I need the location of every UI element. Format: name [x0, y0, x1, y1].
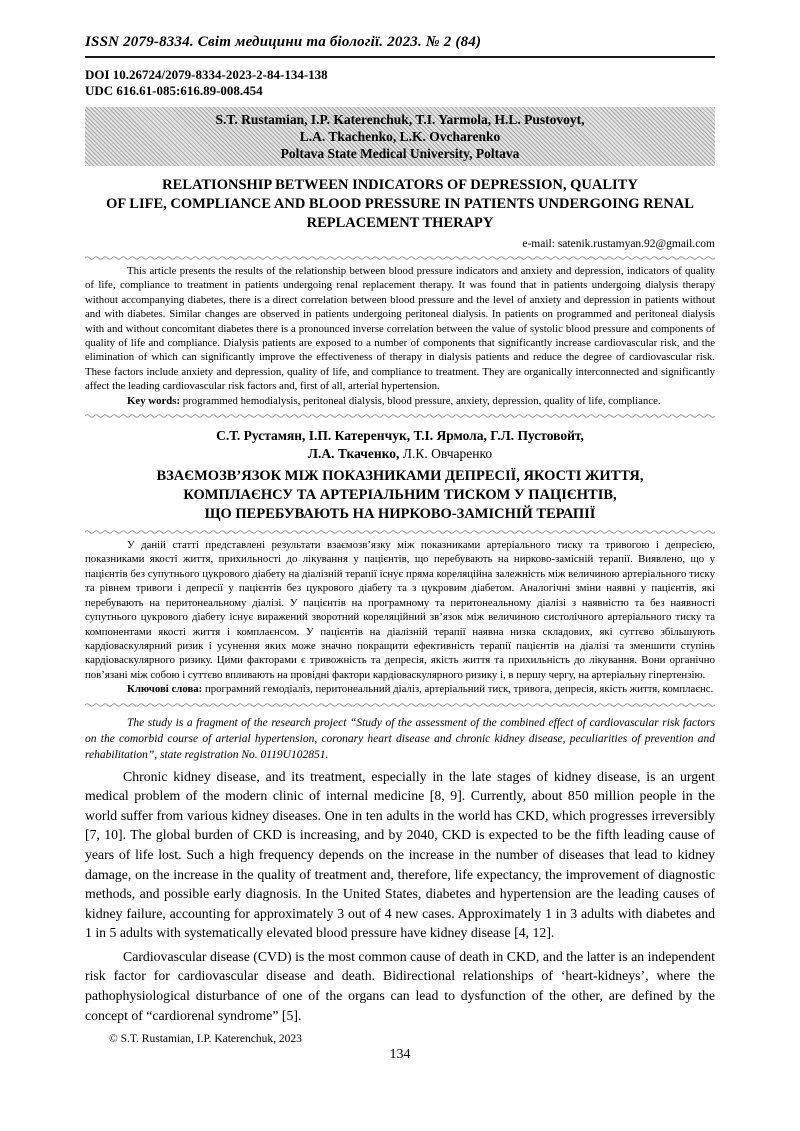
- keywords-label: Key words:: [127, 394, 181, 407]
- keywords-en: [85, 394, 715, 408]
- author-line: S.T. Rustamian, I.P. Katerenchuk, T.I. Yarmola, H.L. Pustovoyt,: [215, 112, 585, 127]
- wavy-divider: [85, 529, 715, 535]
- keywords-label: Ключові слова:: [127, 683, 203, 696]
- keywords-text: programmed hemodialysis, peritoneal dialysis, blood pressure, anxiety, depression, quality of life, compliance.: [180, 394, 661, 407]
- author-line: L.A. Tkachenko, L.K. Ovcharenko: [299, 129, 501, 144]
- udc-line: UDC 616.61-085:616.89-008.454: [85, 83, 263, 98]
- keywords-uk: [85, 682, 715, 696]
- wavy-divider: [85, 413, 715, 419]
- affiliation-line: Poltava State Medical University, Poltava: [280, 146, 520, 161]
- body-paragraph-1: Chronic kidney disease, and its treatment, especially in the late stages of kidney disease, is an urgent medical problem of the modern clinic of internal medicine [8, 9]. Currently, about 850 million people in the world suffer from various kidney diseases. One in ten adults in the world has CKD, which progresses irreversibly [7, 10]. The global burden of CKD is increasing, and by 2040, CKD is expected to be the fifth leading cause of years of life lost. Such a high frequency depends on the increase in the number of diseases that lead to kidney damage, on the increase in the quality of treatment and, therefore, life expectancy, the improvement of diagnostic methods, and possible early diagnosis. In the United States, diabetes and hypertension are the leading causes of kidney failure, accounting for approximately 3 out of 4 new cases. Approximately 1 in 3 adults with diabetes and 1 in 5 adults with systematically elevated blood pressure have kidney disease [4, 12].: [85, 768, 715, 941]
- title-line: ЩО ПЕРЕБУВАЮТЬ НА НИРКОВО-ЗАМІСНІЙ ТЕРАПІЇ: [204, 506, 596, 523]
- article-title-en: [85, 176, 715, 233]
- author-line: [85, 445, 715, 463]
- journal-header: ISSN 2079-8334. Світ медицини та біології. 2023. № 2 (84): [85, 34, 482, 50]
- abstract-uk: У даній статті представлені результати взаємозв’язку між показниками артеріального тиску та тривогою і депресією, показниками якості життя, прихильності до лікування у пацієнтів, що перебувають на нирково-замісній терапії. Виявлено, що у пацієнтів без супутнього цукрового діабету на діалізній терапії існує пряма кореляційна залежність між величиною артеріального тиску та рівнем тривоги і депресії у пацієнтів без цукрового діабету та з цукровим діабетом. Аналогічні зміни наявні у пацієнтів, які перебувають на перитонеальному діалізі. У пацієнтів на програмному та перитонеальному діалізі з наявністю та без наявності супутнього цукрового діабету існує виражений зворотний кореляційний зв’язок між величиною систолічного артеріального тиску та компонентами якості життя і комплаєнсом. У пацієнтів на діалізній терапії наявна низка складових, які суттєво збільшують кардіоваскулярний ризик і усунення яких може значно покращити ефективність терапії пацієнтів на діалізі та зменшити ступінь кардіоваскулярного ризику. Цими факторами є тривожність та депресія, якість життя та прихильність до лікування. Вони органічно пов’язані між собою і суттєво впливають на провідні фактори кардіоваскулярного ризику і, в першу чергу, на артеріальну гіпертензію.: [85, 539, 715, 681]
- doi-line: DOI 10.26724/2079-8334-2023-2-84-134-138: [85, 67, 328, 82]
- authors-box-en: [85, 107, 715, 166]
- authors-box-uk: [85, 427, 715, 463]
- wavy-divider: [85, 702, 715, 708]
- title-line: RELATIONSHIP BETWEEN INDICATORS OF DEPRESSION, QUALITY: [162, 177, 638, 193]
- copyright-line: © S.T. Rustamian, I.P. Katerenchuk, 2023: [109, 1033, 302, 1046]
- title-line: КОМПЛАЄНСУ ТА АРТЕРІАЛЬНИМ ТИСКОМ У ПАЦІЄНТІВ,: [183, 487, 617, 504]
- study-note: The study is a fragment of the research project “Study of the assessment of the combined effect of cardiovascular risk factors on the comorbid course of arterial hypertension, coronary heart disease and chronic kidney disease, peculiarities of prevention and rehabilitation”, state registration No. 0119U102851.: [85, 716, 715, 761]
- abstract-en: This article presents the results of the relationship between blood pressure indicators and anxiety and depression, indicators of quality of life, compliance to treatment in patients undergoing renal replacement therapy. It was found that in patients undergoing dialysis therapy without accompanying diabetes, there is a direct correlation between blood pressure and the level of anxiety and depression in patients without and with diabetes. Similar changes are observed in patients undergoing peritoneal dialysis. In patients on programmed and peritoneal dialysis with and without concomitant diabetes there is a pronounced inverse correlation between the value of systolic blood pressure and components of quality of life and compliance. Dialysis patients are exposed to a number of components that significantly increase cardiovascular risk, and the elimination of which can significantly improve the effectiveness of therapy in dialysis patients and reduce the degree of cardiovascular risk. These factors include anxiety and depression, quality of life, and compliance to treatment. They are organically interconnected and significantly affect the leading cardiovascular risk factors and, first of all, arterial hypertension.: [85, 265, 715, 393]
- email-line: e-mail: satenik.rustamyan.92@gmail.com: [522, 238, 715, 250]
- title-line: REPLACEMENT THERAPY: [306, 215, 494, 231]
- title-line: ВЗАЄМОЗВ’ЯЗОК МІЖ ПОКАЗНИКАМИ ДЕПРЕСІЇ, ЯКОСТІ ЖИТТЯ,: [156, 468, 644, 485]
- author-name-regular: Л.К. Овчаренко: [399, 446, 493, 462]
- wavy-divider: [85, 255, 715, 261]
- header-rule: [85, 56, 715, 58]
- author-line: С.Т. Рустамян, І.П. Катеренчук, Т.І. Ярмола, Г.Л. Пустовойт,: [216, 428, 584, 444]
- page-number: 134: [389, 1047, 411, 1063]
- keywords-text: програмний гемодіаліз, перитонеальний діаліз, артеріальний тиск, тривога, депресія, якість життя, комплаєнс.: [202, 683, 714, 696]
- title-line: OF LIFE, COMPLIANCE AND BLOOD PRESSURE IN PATIENTS UNDERGOING RENAL: [106, 196, 694, 212]
- article-title-uk: [85, 467, 715, 524]
- body-paragraph-2: Cardiovascular disease (CVD) is the most common cause of death in CKD, and the latter is an independent risk factor for cardiovascular disease and death. Bidirectional relationships of ‘heart-kidneys’, where the pathophysiological disturbance of one of the organs can lead to dysfunction of the other, are defined by the concept of “cardiorenal syndrome” [5].: [85, 948, 715, 1023]
- author-name-bold: Л.А. Ткаченко,: [307, 446, 400, 462]
